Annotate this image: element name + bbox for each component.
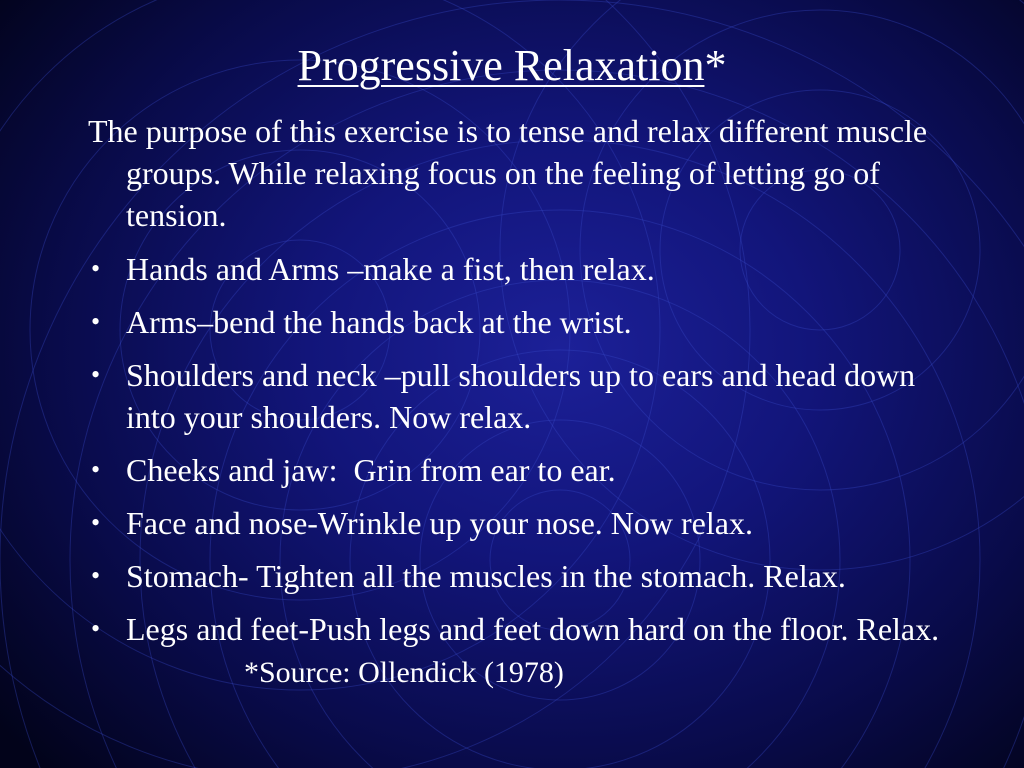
list-item-text: Arms–bend the hands back at the wrist. xyxy=(126,304,632,340)
slide-title-asterisk: * xyxy=(704,41,727,90)
bullet-icon: • xyxy=(91,561,101,590)
list-item xyxy=(88,608,948,694)
bullet-icon: • xyxy=(91,360,101,389)
list-item-text: Shoulders and neck –pull shoulders up to ears and head down into your shoulders. Now relax. xyxy=(126,357,916,435)
slide-title-text: Progressive Relaxation xyxy=(297,41,705,90)
bullet-icon: • xyxy=(91,455,101,484)
bullet-icon: • xyxy=(91,254,101,283)
list-item xyxy=(88,555,948,597)
bullet-icon: • xyxy=(91,508,101,537)
list-item xyxy=(88,354,948,438)
list-item xyxy=(88,502,948,544)
list-item-text: Face and nose-Wrinkle up your nose. Now relax. xyxy=(126,505,753,541)
intro-paragraph: The purpose of this exercise is to tense and relax different muscle groups. While relaxing focus on the feeling of letting go of tension. xyxy=(88,113,928,233)
bullet-icon: • xyxy=(91,307,101,336)
list-item xyxy=(88,449,948,491)
source-citation: *Source: Ollendick (1978) xyxy=(244,656,564,689)
bullet-list xyxy=(88,248,948,705)
list-item xyxy=(88,301,948,343)
list-item xyxy=(88,248,948,290)
list-item-text: Legs and feet-Push legs and feet down hard on the floor. Relax. xyxy=(126,611,940,647)
list-item-text: Cheeks and jaw: Grin from ear to ear. xyxy=(126,452,616,488)
bullet-icon: • xyxy=(91,614,101,643)
list-item-text: Hands and Arms –make a fist, then relax. xyxy=(126,251,655,287)
slide-title xyxy=(0,40,1024,92)
list-item-text: Stomach- Tighten all the muscles in the stomach. Relax. xyxy=(126,558,846,594)
